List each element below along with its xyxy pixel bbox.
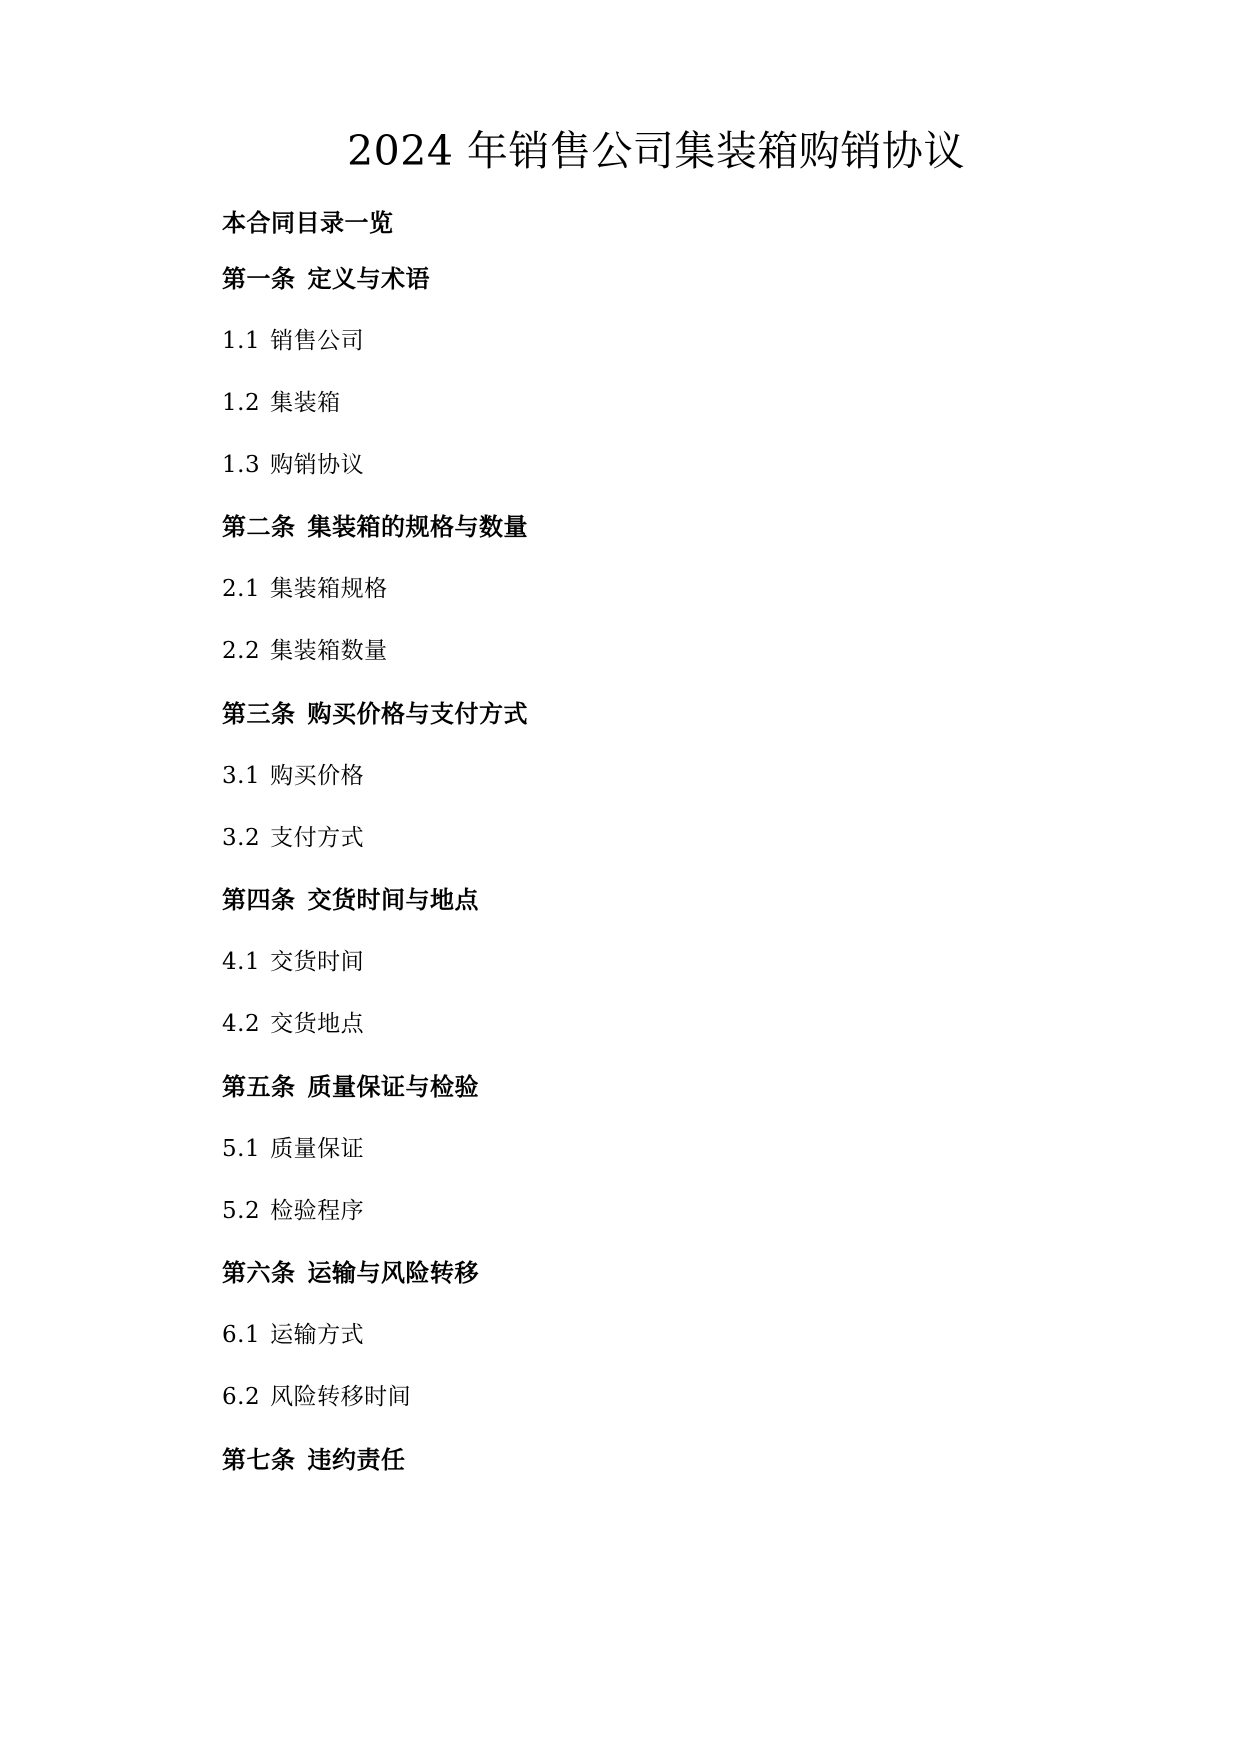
toc-entry-label: 定义与术语 [307,265,430,293]
toc-entry-label: 集装箱的规格与数量 [307,513,528,542]
table-of-contents [222,264,1080,1475]
toc-entry-label: 交货时间 [270,949,365,976]
toc-entry [222,512,1080,542]
toc-entry-label: 购买价格与支付方式 [307,699,528,728]
toc-entry-label: 违约责任 [307,1445,406,1474]
toc-entry-number: 第七条 [222,1445,296,1474]
toc-entry [222,1445,1080,1475]
toc-entry-number: 1.3 [222,451,261,478]
toc-entry [222,1383,1080,1412]
toc-entry [222,1010,1080,1039]
toc-entry [222,1258,1080,1288]
toc-entry-label: 质量保证 [270,1135,365,1162]
toc-entry-number: 第二条 [222,513,296,542]
toc-entry-label: 购销协议 [270,451,365,478]
toc-entry-label: 检验程序 [270,1197,365,1224]
toc-entry-number: 3.1 [222,762,261,789]
toc-entry-label: 销售公司 [270,328,365,354]
toc-entry-number: 1.1 [222,328,261,354]
toc-entry-number: 第一条 [222,265,296,293]
toc-entry-number: 第四条 [222,886,296,915]
toc-entry [222,885,1080,915]
toc-entry-label: 集装箱规格 [270,576,388,603]
toc-entry [222,1197,1080,1226]
toc-entry-number: 5.1 [222,1135,261,1162]
toc-entry [222,824,1080,853]
page-title: 2024 年销售公司集装箱购销协议 [347,127,965,175]
toc-entry-number: 1.2 [222,389,261,416]
toc-heading: 本合同目录一览 [222,209,394,237]
toc-entry [222,1135,1080,1164]
toc-entry-number: 3.2 [222,824,261,851]
toc-entry [222,762,1080,791]
toc-entry-number: 4.2 [222,1011,261,1037]
toc-entry-number: 2.2 [222,638,261,664]
toc-entry [222,451,1080,480]
toc-entry-label: 质量保证与检验 [307,1072,479,1101]
toc-entry [222,637,1080,666]
toc-entry [222,327,1080,356]
toc-entry-label: 购买价格 [270,762,365,789]
toc-entry-number: 4.1 [222,949,261,976]
toc-entry [222,264,1080,294]
toc-entry [222,575,1080,604]
toc-entry [222,389,1080,418]
toc-entry-label: 交货地点 [270,1011,365,1037]
toc-entry-number: 2.1 [222,576,261,603]
toc-entry-number: 第三条 [222,699,296,728]
toc-entry [222,1321,1080,1350]
toc-entry-label: 交货时间与地点 [307,886,479,915]
toc-entry-number: 5.2 [222,1197,261,1224]
toc-entry-label: 运输与风险转移 [307,1259,479,1288]
toc-entry [222,699,1080,729]
toc-entry-label: 支付方式 [270,824,365,851]
toc-entry-label: 集装箱数量 [270,638,388,664]
toc-entry [222,1072,1080,1102]
toc-entry-number: 第五条 [222,1072,296,1101]
toc-entry-label: 风险转移时间 [270,1384,412,1410]
toc-entry [222,948,1080,977]
toc-entry-number: 6.2 [222,1384,261,1410]
toc-entry-number: 第六条 [222,1259,296,1288]
toc-entry-number: 6.1 [222,1322,261,1349]
toc-entry-label: 运输方式 [270,1322,365,1349]
toc-entry-label: 集装箱 [270,389,341,416]
